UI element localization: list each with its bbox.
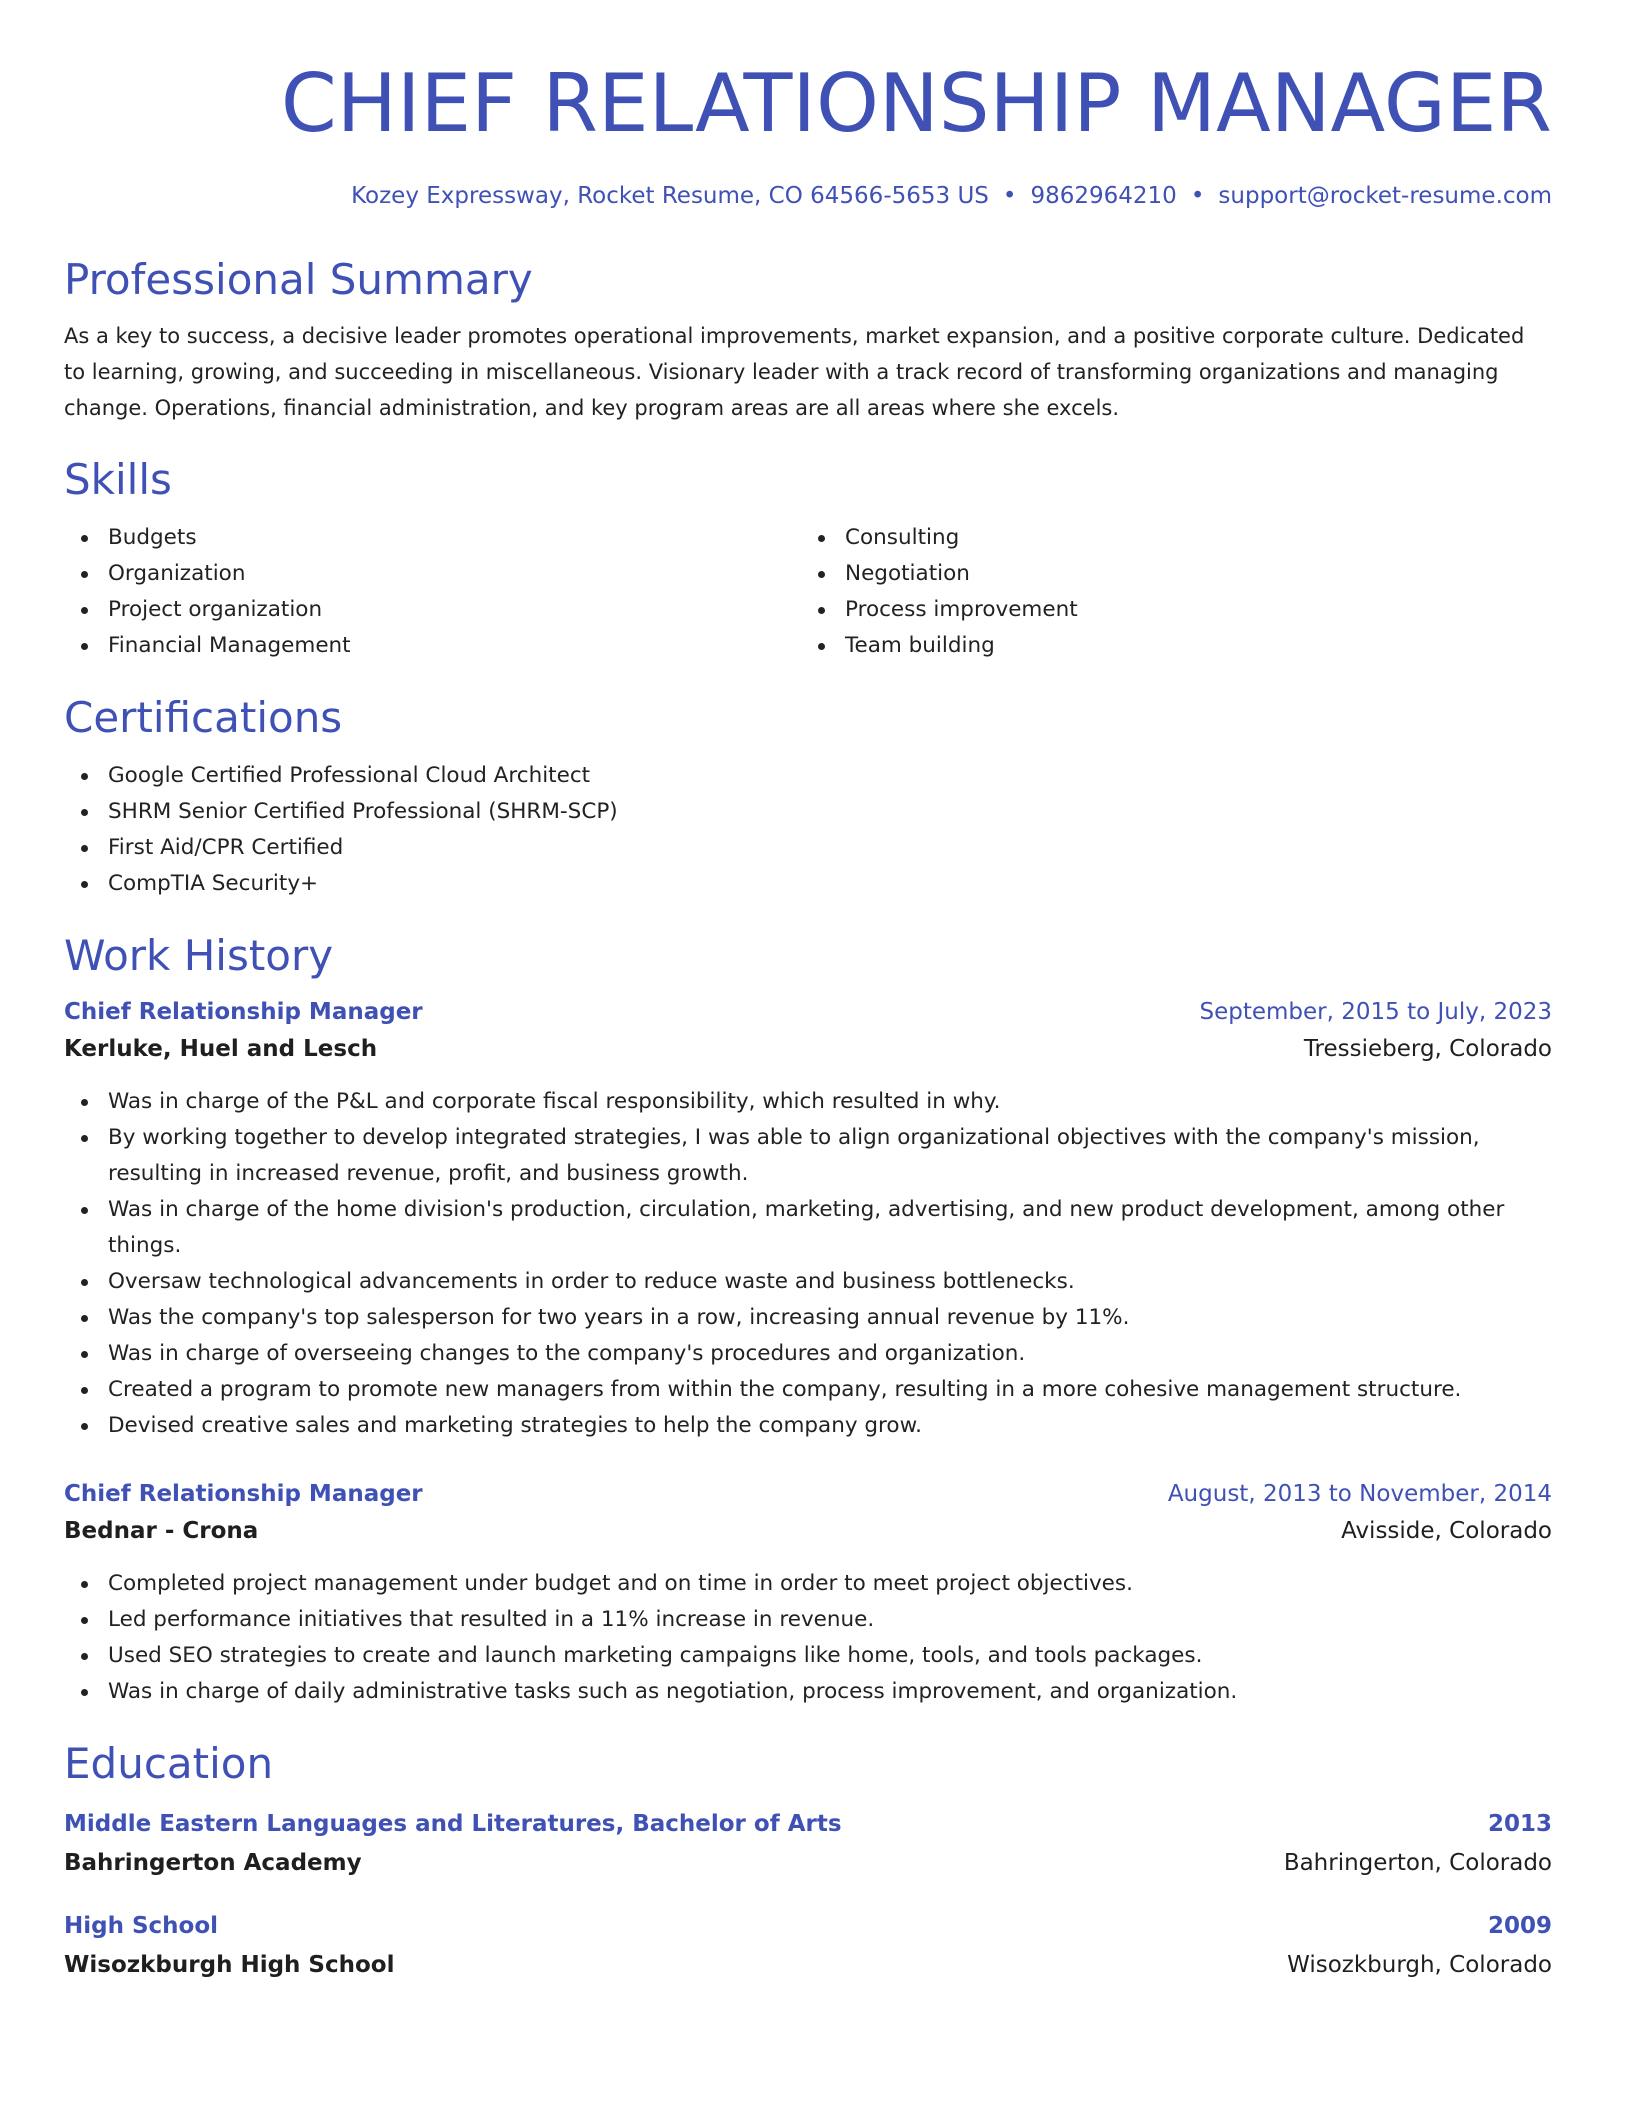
- certifications-list: [64, 758, 1552, 902]
- job-header: [64, 994, 1552, 1030]
- job-entry: [64, 994, 1552, 1444]
- contact-line: [64, 180, 1552, 212]
- certifications-heading: Certifications: [64, 693, 343, 742]
- contact-phone: 9862964210: [1030, 183, 1177, 209]
- skill-item: Organization: [64, 556, 801, 592]
- education-school: Bahringerton Academy: [64, 1850, 362, 1876]
- job-dates: August, 2013 to November, 2014: [1167, 1481, 1552, 1507]
- contact-email: support@rocket-resume.com: [1218, 183, 1552, 209]
- contact-address: Kozey Expressway, Rocket Resume, CO 64566-5653 US: [351, 183, 989, 209]
- education-header: [64, 1806, 1552, 1842]
- education-location: Wisozkburgh, Colorado: [1287, 1952, 1552, 1978]
- education-year: 2013: [1487, 1811, 1552, 1837]
- education-header: [64, 1908, 1552, 1944]
- summary-heading: Professional Summary: [64, 255, 533, 304]
- job-bullet: Was in charge of the P&L and corporate fiscal responsibility, which resulted in why.: [64, 1084, 1552, 1120]
- job-bullets: [64, 1084, 1552, 1444]
- skill-item: Consulting: [801, 520, 1538, 556]
- education-subheader: [64, 1842, 1552, 1884]
- skill-item: Financial Management: [64, 628, 801, 664]
- job-bullet: Devised creative sales and marketing strategies to help the company grow.: [64, 1408, 1552, 1444]
- education-location: Bahringerton, Colorado: [1283, 1850, 1552, 1876]
- job-bullet: Oversaw technological advancements in order to reduce waste and business bottlenecks.: [64, 1264, 1552, 1300]
- skills-right-list: [801, 520, 1538, 664]
- job-bullet: Completed project management under budget and on time in order to meet project objectives.: [64, 1566, 1552, 1602]
- job-role: Chief Relationship Manager: [64, 999, 423, 1025]
- skills-left-list: [64, 520, 801, 664]
- job-bullets: [64, 1566, 1552, 1710]
- job-company: Kerluke, Huel and Lesch: [64, 1036, 378, 1062]
- certification-item: Google Certified Professional Cloud Architect: [64, 758, 1552, 794]
- skill-item: Process improvement: [801, 592, 1538, 628]
- job-bullet: Was in charge of daily administrative tasks such as negotiation, process improvement, and organization.: [64, 1674, 1552, 1710]
- job-bullet: By working together to develop integrated strategies, I was able to align organizational objectives with the company's mission, resulting in increased revenue, profit, and business growth.: [64, 1120, 1552, 1192]
- education-degree: High School: [64, 1913, 219, 1939]
- job-bullet: Created a program to promote new managers from within the company, resulting in a more cohesive management structure.: [64, 1372, 1552, 1408]
- education-heading: Education: [64, 1739, 274, 1788]
- job-dates: September, 2015 to July, 2023: [1199, 999, 1552, 1025]
- certification-item: CompTIA Security+: [64, 866, 1552, 902]
- skill-item: Project organization: [64, 592, 801, 628]
- job-bullet: Was the company's top salesperson for two years in a row, increasing annual revenue by 11%.: [64, 1300, 1552, 1336]
- education-subheader: [64, 1944, 1552, 1986]
- candidate-title: CHIEF RELATIONSHIP MANAGER: [280, 57, 1552, 150]
- job-entry: [64, 1476, 1552, 1710]
- education-year: 2009: [1487, 1913, 1552, 1939]
- skills-heading: Skills: [64, 455, 172, 504]
- resume-header: [64, 56, 1552, 212]
- skill-item: Team building: [801, 628, 1538, 664]
- job-bullet: Led performance initiatives that resulted in a 11% increase in revenue.: [64, 1602, 1552, 1638]
- work-history-heading: Work History: [64, 931, 334, 980]
- job-location: Avisside, Colorado: [1341, 1518, 1552, 1544]
- job-subheader: [64, 1030, 1552, 1068]
- education-entry: [64, 1806, 1552, 1884]
- certification-item: SHRM Senior Certified Professional (SHRM-SCP): [64, 794, 1552, 830]
- job-location: Tressieberg, Colorado: [1303, 1036, 1552, 1062]
- education-school: Wisozkburgh High School: [64, 1952, 395, 1978]
- skills-grid: [64, 520, 1552, 664]
- job-header: [64, 1476, 1552, 1512]
- education-entry: [64, 1908, 1552, 1986]
- education-degree: Middle Eastern Languages and Literatures, Bachelor of Arts: [64, 1811, 842, 1837]
- summary-text: As a key to success, a decisive leader promotes operational improvements, market expansion, and a positive corporate culture. Dedicated to learning, growing, and succeeding in miscellaneous. Visionary leader with a track record of transforming organizations and managing change. Operations, financial administration, and key program areas are all areas where she excels.: [64, 324, 1525, 420]
- job-company: Bednar - Crona: [64, 1518, 259, 1544]
- job-bullet: Used SEO strategies to create and launch marketing campaigns like home, tools, and tools packages.: [64, 1638, 1552, 1674]
- job-subheader: [64, 1512, 1552, 1550]
- job-bullet: Was in charge of overseeing changes to the company's procedures and organization.: [64, 1336, 1552, 1372]
- contact-separator: •: [1190, 183, 1205, 209]
- skill-item: Negotiation: [801, 556, 1538, 592]
- contact-separator: •: [1002, 183, 1017, 209]
- job-role: Chief Relationship Manager: [64, 1481, 423, 1507]
- job-bullet: Was in charge of the home division's production, circulation, marketing, advertising, and new product development, among other things.: [64, 1192, 1552, 1264]
- certification-item: First Aid/CPR Certified: [64, 830, 1552, 866]
- skill-item: Budgets: [64, 520, 801, 556]
